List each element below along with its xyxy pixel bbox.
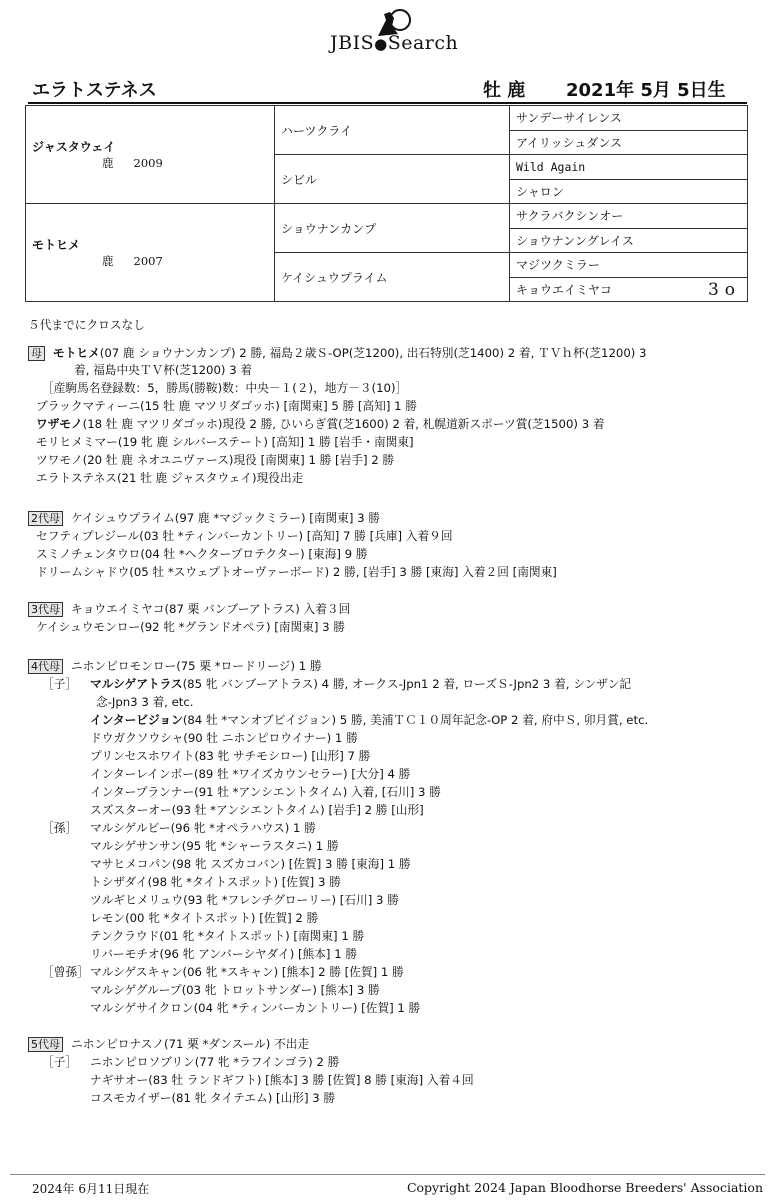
dam4-himago-line: マルシゲサイクロン(04 牝 *ティンバーカントリー) [佐賀] 1 勝 — [90, 1001, 421, 1015]
ddd-code: 3o — [707, 279, 741, 300]
dam1-line2: 着, 福島中央ＴＶ杯(芝1200) 3 着 — [74, 363, 253, 377]
dam4-himago-line: マルシゲスキャン(06 牝 *スキャン) [熊本] 2 勝 [佐賀] 1 勝 — [90, 965, 404, 979]
footer-divider — [10, 1174, 765, 1175]
dam1-offspring-line: モリヒメミマー(19 牝 鹿 シルバーステート) [高知] 1 勝 [岩手・南関東] — [36, 435, 414, 449]
dam4-mago-line: トシザダイ(98 牝 *タイトスポット) [佐賀] 3 勝 — [90, 875, 341, 889]
dam4-head — [28, 658, 322, 675]
dam5-tag: 5代母 — [28, 1037, 63, 1052]
pedigree-table — [25, 105, 748, 302]
dam4-ko1-cont: 念-Jpn3 3 着, etc. — [96, 695, 194, 709]
horse-header — [28, 76, 747, 104]
dam4-ko-line: スズスターオー(93 牡 *アンシエントタイム) [岩手] 2 勝 [山形] — [90, 803, 424, 817]
sd-cell: シビル — [275, 155, 510, 204]
dam5-head — [28, 1036, 309, 1053]
dam4-ko1-text: (85 牝 バンブーアトラス) 4 勝, オークス-Jpn1 2 着, ローズＳ-Jpn2 3 着, シンザン記 — [182, 677, 632, 691]
dam-cell — [26, 204, 275, 302]
dam4-mago-label: ［孫］ — [42, 821, 78, 835]
dam4-ko2-text: (84 牡 *マンオブビイジョン) 5 勝, 美浦ＴＣ１０周年記念-OP 2 着, 府中Ｓ, 卯月賞, etc. — [182, 713, 649, 727]
ds-cell: ショウナンカンプ — [275, 204, 510, 253]
dam4-mago-line: マルシゲサンサン(95 牝 *シャーラスタニ) 1 勝 — [90, 839, 339, 853]
dam5-ko-line: ナギサオー(83 牡 ランドギフト) [熊本] 3 勝 [佐賀] 8 勝 [東海] 入着４回 — [90, 1073, 474, 1087]
dam4-ko-line: プリンセスホワイト(83 牝 サチモシロー) [山形] 7 勝 — [90, 749, 371, 763]
dam4-ko-label: ［子］ — [42, 677, 78, 691]
dam1-offspring-horse-name: ワザモノ — [36, 417, 83, 431]
horse-name: エラトステネス — [32, 80, 157, 101]
dsd-cell: ショウナンングレイス — [510, 228, 748, 253]
dam5-head-text: ニホンピロナスノ(71 栗 *ダンスール) 不出走 — [71, 1037, 310, 1051]
dam3-tag: 3代母 — [28, 602, 63, 617]
dam4-mago-line: マサヒメコパン(98 牝 スズカコバン) [佐賀] 3 勝 [東海] 1 勝 — [90, 857, 411, 871]
dam-name: モトヒメ — [32, 238, 81, 252]
dam1-offspring-line: ワザモノ(18 牡 鹿 マツリダゴッホ)現役 2 勝, ひいらぎ賞(芝1600) 2 着, 札幌道新スポーツ賞(芝1500) 3 着 — [36, 417, 605, 431]
dam4-mago-line: リバーモチオ(96 牝 アンバーシヤダイ) [熊本] 1 勝 — [90, 947, 358, 961]
logo-text: JBIS●Search — [330, 32, 459, 54]
dam1-offspring-line: ツワモノ(20 牡 鹿 ネオユニヴァース)現役 [南関東] 1 勝 [岩手] 2 勝 — [36, 453, 395, 467]
ss-cell: ハーツクライ — [275, 106, 510, 155]
dam4-ko2 — [90, 712, 648, 729]
dam5-ko-line: ニホンピロソブリン(77 牝 *ラフインゴラ) 2 勝 — [90, 1055, 340, 1069]
dam4-head-text: ニホンピロモンロー(75 栗 *ロードリージ) 1 勝 — [71, 659, 322, 673]
dam4-mago-line: テンクラウド(01 牝 *タイトスポット) [南関東] 1 勝 — [90, 929, 365, 943]
dam1-offspring-line: ブラックマティーニ(15 牡 鹿 マツリダゴッホ) [南関東] 5 勝 [高知] 1 勝 — [36, 399, 417, 413]
sire-year: 2009 — [133, 156, 163, 170]
footer-date: 2024年 6月11日現在 — [32, 1182, 150, 1196]
dam1-summary: ［産駒馬名登録数：5，勝馬(勝鞍)数：中央－１(２)，地方－３(10)］ — [42, 381, 408, 395]
jbis-logo — [330, 6, 470, 54]
sire-color: 鹿 — [102, 156, 114, 170]
dam4-himago-label: ［曾孫］ — [42, 965, 89, 979]
dam2-head — [28, 510, 380, 527]
dam4-mago-line: レモン(00 牝 *タイトスポット) [佐賀] 2 勝 — [90, 911, 319, 925]
dam5-ko-label: ［子］ — [42, 1055, 78, 1069]
dam4-ko-line: ドウガクソウシャ(90 牡 ニホンピロウイナー) 1 勝 — [90, 731, 358, 745]
dam1-name: モトヒメ — [53, 346, 100, 360]
horse-sex-color: 牡 鹿 — [483, 80, 526, 101]
dam1-line1-text: (07 鹿 ショウナンカンプ) 2 勝, 福島２歳Ｓ-OP(芝1200), 出石特別(芝1400) 2 着, ＴＶｈ杯(芝1200) 3 — [99, 346, 647, 360]
cross-note: ５代までにクロスなし — [28, 318, 145, 332]
dam-color: 鹿 — [102, 254, 114, 268]
dam4-himago-line: マルシゲグループ(03 牝 トロットサンダー) [熊本] 3 勝 — [90, 983, 380, 997]
dam1-offspring-line: エラトステネス(21 牡 鹿 ジャスタウェイ)現役出走 — [36, 471, 304, 485]
sdd-cell: シャロン — [510, 179, 748, 204]
dam4-ko-line: インターレインボー(89 牡 *ワイズカウンセラー) [大分] 4 勝 — [90, 767, 411, 781]
dam1-line1 — [28, 345, 647, 362]
dam4-ko1 — [90, 676, 631, 693]
ssd-cell: アイリッシュダンス — [510, 130, 748, 155]
dam4-ko-line: インタープランナー(91 牡 *アンシエントタイム) 入着, [石川] 3 勝 — [90, 785, 441, 799]
dds-cell: マジツクミラー — [510, 253, 748, 278]
dam1-tag: 母 — [28, 346, 45, 361]
dam2-tag: 2代母 — [28, 511, 63, 526]
dam4-ko1-name: マルシゲアトラス — [90, 677, 183, 691]
dam4-mago-line: マルシゲルビー(96 牝 *オペラハウス) 1 勝 — [90, 821, 316, 835]
dam3-head — [28, 601, 350, 618]
dam2-offspring-line: ドリームシャドウ(05 牡 *スウェプトオーヴァーボード) 2 勝, [岩手] 3 勝 [東海] 入着２回 [南関東] — [36, 565, 557, 579]
dam4-ko2-name: インタービジョン — [90, 713, 183, 727]
sire-cell — [26, 106, 275, 204]
horse-birth: 2021年 5月 5日生 — [566, 80, 726, 101]
sss-cell: サンデーサイレンス — [510, 106, 748, 131]
dam4-mago-line: ツルギヒメリュウ(93 牝 *フレンチグローリー) [石川] 3 勝 — [90, 893, 399, 907]
dd-cell: ケイシュウプライム — [275, 253, 510, 302]
sds-cell: Wild Again — [510, 155, 748, 180]
ddd-name: キョウエイミヤコ — [516, 282, 613, 297]
dam3-line: ケイシュウモンロー(92 牝 *グランドオペラ) [南関東] 3 勝 — [36, 620, 345, 634]
footer-copyright: Copyright 2024 Japan Bloodhorse Breeders' Association — [406, 1180, 763, 1195]
sire-name: ジャスタウェイ — [32, 140, 116, 154]
dam4-tag: 4代母 — [28, 659, 63, 674]
dam2-offspring-line: セフティプレジール(03 牡 *ティンバーカントリー) [高知] 7 勝 [兵庫] 入着９回 — [36, 529, 453, 543]
ddd-cell — [510, 277, 748, 302]
dam-year: 2007 — [133, 254, 163, 268]
dam2-offspring-line: スミノチェンタウロ(04 牡 *ヘクタープロテクター) [東海] 9 勝 — [36, 547, 368, 561]
dam2-head-text: ケイシュウプライム(97 鹿 *マジックミラー) [南関東] 3 勝 — [71, 511, 380, 525]
dam3-head-text: キョウエイミヤコ(87 栗 バンブーアトラス) 入着３回 — [71, 602, 351, 616]
dss-cell: サクラバクシンオー — [510, 204, 748, 229]
dam5-ko-line: コスモカイザー(81 牝 タイテエム) [山形] 3 勝 — [90, 1091, 336, 1105]
